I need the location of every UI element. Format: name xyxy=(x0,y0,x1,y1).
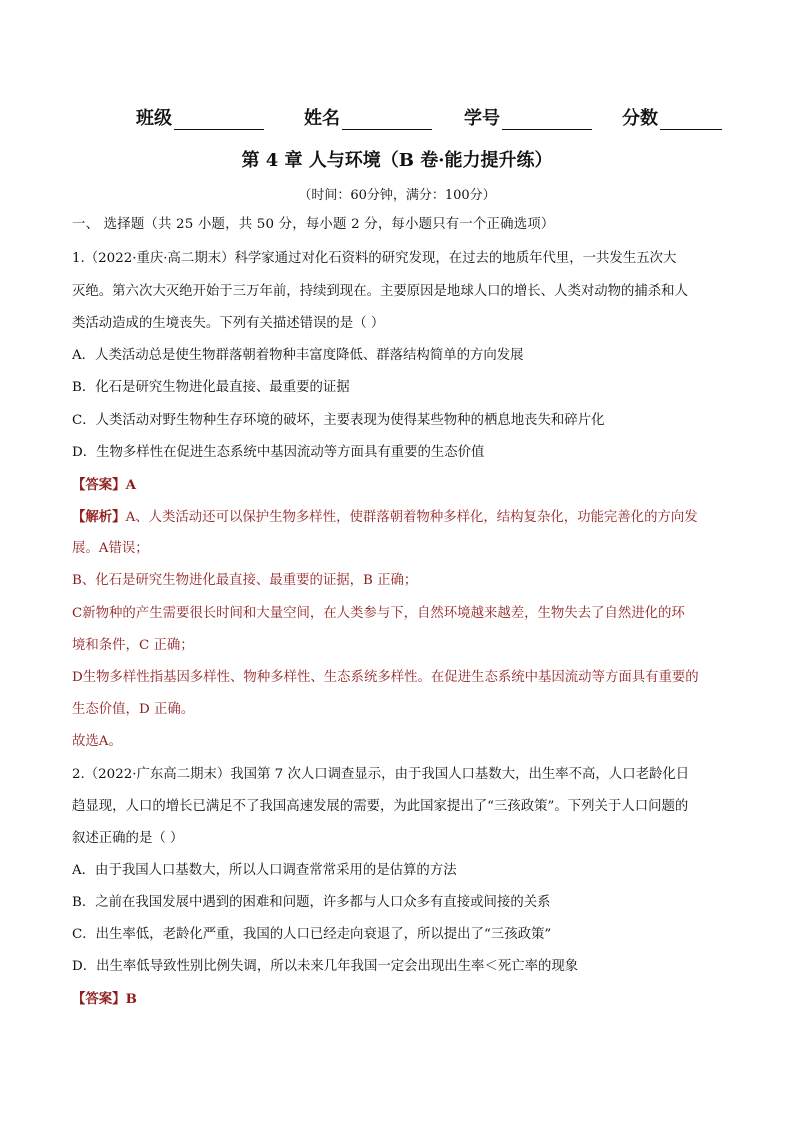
analysis-text: A、人类活动还可以保护生物多样性，使群落朝着物种多样化，结构复杂化，功能完善化的方向发 xyxy=(125,510,698,525)
q1-stem-line: 灭绝。第六次大灭绝开始于三万年前，持续到现在。主要原因是地球人口的增长、人类对动物的捕杀和人 xyxy=(72,284,688,299)
answer-label: 【答案】 xyxy=(72,477,126,493)
q2-option-a: A．由于我国人口基数大，所以人口调查常常采用的是估算的方法 xyxy=(72,863,457,878)
q1-answer xyxy=(72,476,136,494)
q1-option-d: D．生物多样性在促进生态系统中基因流动等方面具有重要的生态价值 xyxy=(72,445,485,460)
q2-answer xyxy=(72,990,137,1008)
q1-analysis-line: 生态价值，D 正确。 xyxy=(72,702,195,717)
q2-option-b: B．之前在我国发展中遇到的困难和问题，许多都与人口众多有直接或间接的关系 xyxy=(72,895,551,910)
answer-value: A xyxy=(125,477,136,493)
q1-option-b: B．化石是研究生物进化最直接、最重要的证据 xyxy=(72,380,350,395)
q1-analysis-line: 境和条件，C 正确； xyxy=(72,638,194,653)
class-label: 班级 xyxy=(136,108,172,129)
q2-stem-line: 叙述正确的是（ ） xyxy=(72,831,184,846)
answer-value: B xyxy=(125,991,137,1007)
student-id-blank[interactable] xyxy=(502,111,592,130)
class-field[interactable] xyxy=(136,104,264,130)
page-title: 第 4 章 人与环境（B 卷·能力提升练） xyxy=(241,150,553,171)
q2-option-c: C．出生率低，老龄化严重，我国的人口已经走向衰退了，所以提出了“三孩政策” xyxy=(72,927,552,942)
section-heading: 一、 选择题（共 25 小题，共 50 分，每小题 2 分，每小题只有一个正确选项） xyxy=(72,217,555,232)
name-label: 姓名 xyxy=(304,108,340,129)
answer-label: 【答案】 xyxy=(72,991,126,1007)
score-blank[interactable] xyxy=(660,111,722,130)
name-field[interactable] xyxy=(304,104,432,130)
score-field[interactable] xyxy=(622,104,722,130)
class-blank[interactable] xyxy=(174,111,264,130)
q1-conclusion: 故选A。 xyxy=(72,734,122,749)
q2-stem-line: 2.（2022·广东高二期末）我国第 7 次人口调查显示，由于我国人口基数大，出生率不高，人口老龄化日 xyxy=(72,767,690,782)
page-subtitle: （时间：60分钟，满分：100分） xyxy=(298,188,496,203)
name-blank[interactable] xyxy=(342,111,432,130)
student-id-field[interactable] xyxy=(464,104,592,130)
q1-option-c: C．人类活动对野生物种生存环境的破坏，主要表现为使得某些物种的栖息地丧失和碎片化 xyxy=(72,413,605,428)
analysis-label: 【解析】 xyxy=(72,509,126,525)
q1-analysis-line: C新物种的产生需要很长时间和大量空间，在人类参与下，自然环境越来越差，生物失去了自然进化的环 xyxy=(72,606,685,621)
q1-option-a: A．人类活动总是使生物群落朝着物种丰富度降低、群落结构简单的方向发展 xyxy=(72,348,524,363)
q2-stem-line: 趋显现，人口的增长已满足不了我国高速发展的需要，为此国家提出了“三孩政策”。下列关于人口问题的 xyxy=(72,799,689,814)
q1-stem-line: 类活动造成的生境丧失。下列有关描述错误的是（ ） xyxy=(72,316,385,331)
q2-option-d: D．出生率低导致性别比例失调，所以未来几年我国一定会出现出生率＜死亡率的现象 xyxy=(72,959,579,974)
student-id-label: 学号 xyxy=(464,108,500,129)
q1-analysis-line: D生物多样性指基因多样性、物种多样性、生态系统多样性。在促进生态系统中基因流动等方面具有重要的 xyxy=(72,670,699,685)
q1-analysis-line: 展。A错误； xyxy=(72,541,149,556)
q1-analysis-line: B、化石是研究生物进化最直接、最重要的证据，B 正确； xyxy=(72,573,418,588)
score-label: 分数 xyxy=(622,108,658,129)
q1-analysis-line xyxy=(72,508,698,526)
student-info-header xyxy=(0,104,794,130)
q1-stem-line: 1.（2022·重庆·高二期末）科学家通过对化石资料的研究发现，在过去的地质年代里，一共发生五次大 xyxy=(72,251,677,266)
